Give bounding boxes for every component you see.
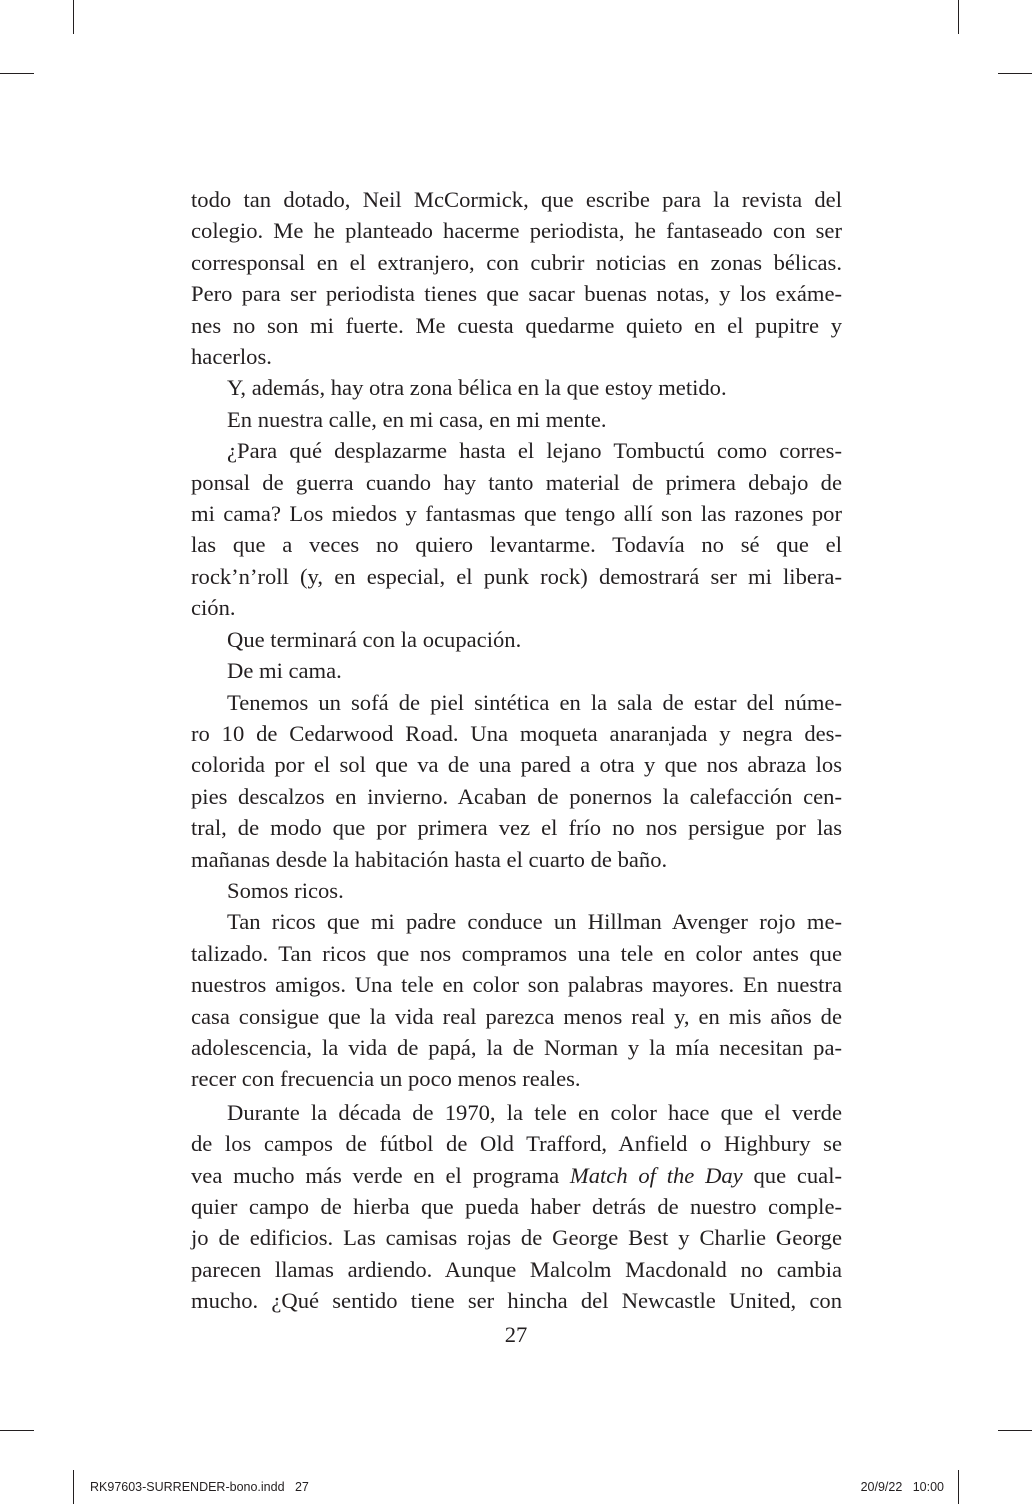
line: recer con frecuencia un poco menos reales. (191, 1066, 581, 1092)
line: Durante la década de 1970, la tele en color hace que el verde (227, 1099, 842, 1125)
line: parecen llamas ardiendo. Aunque Malcolm Macdonald no cambia (191, 1256, 842, 1282)
line: ¿Para qué desplazarme hasta el lejano Tombuctú como corres- (227, 438, 842, 464)
crop-mark (998, 1430, 1032, 1431)
line: mucho. ¿Qué sentido tiene ser hincha del Newcastle United, con (191, 1288, 842, 1314)
program-title: Match of the Day (569, 1162, 743, 1188)
line: Tenemos un sofá de piel sintética en la sala de estar del núme- (227, 689, 842, 715)
line: ción. (191, 595, 236, 621)
crop-mark (0, 73, 34, 74)
line: corresponsal en el extranjero, con cubrir noticias en zonas bélicas. (191, 249, 842, 275)
crop-mark (958, 1470, 959, 1504)
line: tral, de modo que por primera vez el frío no nos persigue por las (191, 815, 842, 841)
line: vea mucho más verde en el programa Match of the Day que cual- (191, 1162, 843, 1188)
line: jo de edificios. Las camisas rojas de George Best y Charlie George (191, 1225, 842, 1251)
crop-mark (0, 1430, 34, 1431)
line: todo tan dotado, Neil McCormick, que escribe para la revista del (191, 187, 842, 212)
line: casa consigue que la vida real parezca menos real y, en mis años de (191, 1003, 842, 1029)
line: nes no son mi fuerte. Me cuesta quedarme quieto en el pupitre y (191, 312, 842, 338)
crop-mark (998, 73, 1032, 74)
crop-mark (73, 1470, 74, 1504)
page-number: 27 (504, 1322, 528, 1347)
line: De mi cama. (227, 658, 342, 684)
line: Somos ricos. (227, 877, 344, 903)
line: colegio. Me he planteado hacerme periodista, he fantaseado con ser (191, 218, 842, 244)
line: En nuestra calle, en mi casa, en mi mente. (227, 406, 607, 432)
line: las que a veces no quiero levantarme. Todavía no sé que el (191, 532, 842, 558)
line: quier campo de hierba que pueda haber detrás de nuestro comple- (191, 1194, 842, 1219)
line: mañanas desde la habitación hasta el cuarto de baño. (191, 846, 668, 872)
crop-mark (73, 0, 74, 34)
slug-date: 20/9/22 10:00 (860, 1480, 944, 1494)
line: hacerlos. (191, 344, 272, 370)
line: colorida por el sol que va de una pared a otra y que nos abraza los (191, 752, 842, 778)
line: Que terminará con la ocupación. (227, 626, 522, 652)
line: Y, además, hay otra zona bélica en la que estoy metido. (227, 375, 727, 401)
line: nuestros amigos. Una tele en color son palabras mayores. En nuestra (191, 972, 842, 998)
line: adolescencia, la vida de papá, la de Norman y la mía necesitan pa- (191, 1034, 842, 1060)
line: talizado. Tan ricos que nos compramos una tele en color antes que (191, 940, 842, 966)
line: Pero para ser periodista tienes que sacar buenas notas, y los exáme- (191, 281, 842, 307)
line: ponsal de guerra cuando hay tanto material de primera debajo de (191, 469, 842, 495)
crop-mark (958, 0, 959, 34)
body-text (191, 184, 842, 1317)
line: de los campos de fútbol de Old Trafford, Anfield o Highbury se (191, 1131, 842, 1157)
line: mi cama? Los miedos y fantasmas que tengo allí son las razones por (191, 501, 842, 527)
line: ro 10 de Cedarwood Road. Una moqueta anaranjada y negra des- (191, 720, 842, 746)
line: pies descalzos en invierno. Acaban de ponernos la calefacción cen- (191, 783, 842, 809)
line: rock’n’roll (y, en especial, el punk rock) demostrará ser mi libera- (191, 563, 842, 589)
line: Tan ricos que mi padre conduce un Hillman Avenger rojo me- (227, 909, 842, 935)
slug-filename: RK97603-SURRENDER-bono.indd 27 (90, 1480, 309, 1494)
